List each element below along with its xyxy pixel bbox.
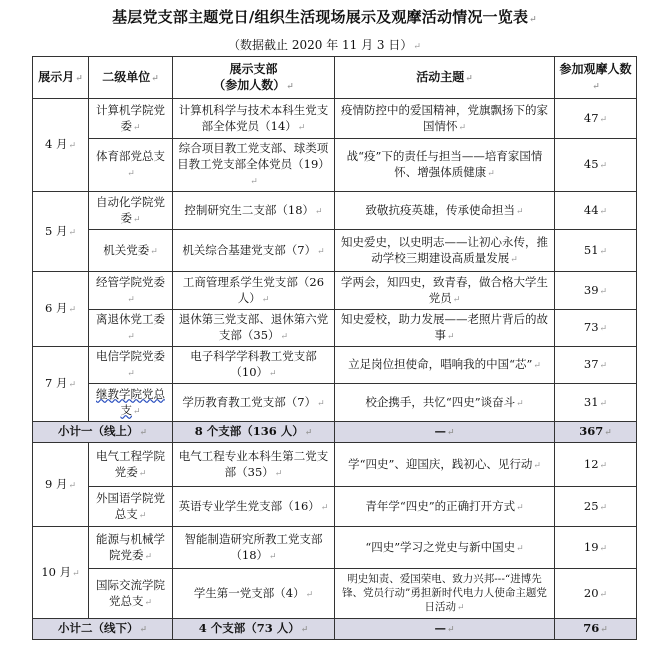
theme-cell: 知史爱校，助力发展——老照片背后的故事↵ — [335, 310, 555, 347]
viewers-cell: 25↵ — [555, 487, 637, 527]
subtotal-label: 小计二（线下）↵ — [33, 619, 173, 640]
theme-cell: 学“四史”、迎国庆，践初心、见行动↵ — [335, 443, 555, 487]
month-cell: 4 月↵ — [33, 99, 89, 192]
month-cell: 10 月↵ — [33, 527, 89, 619]
unit-cell: 国际交流学院党总支↵ — [89, 569, 173, 619]
subtotal-row-online — [33, 422, 637, 443]
unit-cell: 电信学院党委↵ — [89, 347, 173, 384]
unit-cell: 电气工程学院党委↵ — [89, 443, 173, 487]
branch-cell: 工商管理系学生党支部（26 人）↵ — [173, 272, 335, 310]
branch-cell: 电子科学学科教工党支部（10）↵ — [173, 347, 335, 384]
branch-cell: 英语专业学生党支部（16）↵ — [173, 487, 335, 527]
viewers-cell: 20↵ — [555, 569, 637, 619]
theme-cell: 学两会，知四史，致青春，做合格大学生党员↵ — [335, 272, 555, 310]
header-branch: 展示支部 （参加人数）↵ — [173, 57, 335, 99]
table-row — [33, 310, 637, 347]
theme-cell: 明史知责、爱国荣电、致力兴邦---“进博先锋、党员行动”勇担新时代电力人使命主题党日活动↵ — [335, 569, 555, 619]
viewers-cell: 45↵ — [555, 139, 637, 192]
header-unit: 二级单位↵ — [89, 57, 173, 99]
table-row — [33, 384, 637, 422]
unit-cell: 继教学院党总支↵ — [89, 384, 173, 422]
unit-cell: 机关党委↵ — [89, 230, 173, 272]
viewers-cell: 51↵ — [555, 230, 637, 272]
table-row — [33, 99, 637, 139]
viewers-cell: 44↵ — [555, 192, 637, 230]
table-row — [33, 527, 637, 569]
month-cell: 6 月↵ — [33, 272, 89, 347]
subtotal-theme-dash: —↵ — [335, 619, 555, 640]
subtotal-theme-dash: —↵ — [335, 422, 555, 443]
subtotal-row-offline — [33, 619, 637, 640]
theme-cell: 校企携手，共忆“四史”谈奋斗↵ — [335, 384, 555, 422]
branch-cell: 综合项目教工党支部、球类项目教工党支部全体党员（19）↵ — [173, 139, 335, 192]
month-cell: 9 月↵ — [33, 443, 89, 527]
subtotal-label: 小计一（线上）↵ — [33, 422, 173, 443]
month-cell: 7 月↵ — [33, 347, 89, 422]
branch-cell: 机关综合基建党支部（7）↵ — [173, 230, 335, 272]
table-row — [33, 443, 637, 487]
unit-cell: 离退休党工委↵ — [89, 310, 173, 347]
viewers-cell: 37↵ — [555, 347, 637, 384]
branch-cell: 计算机科学与技术本科生党支部全体党员（14）↵ — [173, 99, 335, 139]
unit-cell: 自动化学院党委↵ — [89, 192, 173, 230]
table-row — [33, 230, 637, 272]
table-row — [33, 272, 637, 310]
branch-cell: 学生第一党支部（4）↵ — [173, 569, 335, 619]
table-row — [33, 487, 637, 527]
theme-cell: 疫情防控中的爱国精神，党旗飘扬下的家国情怀↵ — [335, 99, 555, 139]
theme-cell: 立足岗位担使命，唱响我的中国“芯”↵ — [335, 347, 555, 384]
viewers-cell: 47↵ — [555, 99, 637, 139]
theme-cell: 知史爱史，以史明志——让初心永传，推动学校三期建设高质量发展↵ — [335, 230, 555, 272]
page-title: 基层党支部主题党日/组织生活现场展示及观摩活动情况一览表↵ — [112, 8, 537, 26]
unit-cell: 能源与机械学院党委↵ — [89, 527, 173, 569]
table-row — [33, 347, 637, 384]
activity-table — [32, 56, 637, 640]
branch-cell: 电气工程专业本科生第二党支部（35）↵ — [173, 443, 335, 487]
theme-cell: 致敬抗疫英雄，传承使命担当↵ — [335, 192, 555, 230]
subtotal-viewers: 367↵ — [555, 422, 637, 443]
viewers-cell: 12↵ — [555, 443, 637, 487]
table-row — [33, 139, 637, 192]
table-row — [33, 569, 637, 619]
theme-cell: “四史”学习之党史与新中国史↵ — [335, 527, 555, 569]
unit-cell: 经管学院党委↵ — [89, 272, 173, 310]
subtotal-branches: 8 个支部（136 人）↵ — [173, 422, 335, 443]
header-viewers: 参加观摩人数↵ — [555, 57, 637, 99]
subtotal-viewers: 76↵ — [555, 619, 637, 640]
subtotal-branches: 4 个支部（73 人）↵ — [173, 619, 335, 640]
viewers-cell: 31↵ — [555, 384, 637, 422]
unit-cell: 计算机学院党委↵ — [89, 99, 173, 139]
viewers-cell: 39↵ — [555, 272, 637, 310]
header-row — [33, 57, 637, 99]
page-subtitle: （数据截止 2020 年 11 月 3 日）↵ — [228, 38, 421, 52]
branch-cell: 控制研究生二支部（18）↵ — [173, 192, 335, 230]
header-theme: 活动主题↵ — [335, 57, 555, 99]
branch-cell: 退休第三党支部、退休第六党支部（35）↵ — [173, 310, 335, 347]
unit-cell: 外国语学院党总支↵ — [89, 487, 173, 527]
theme-cell: 战“疫”下的责任与担当——培育家国情怀、增强体质健康↵ — [335, 139, 555, 192]
theme-cell: 青年学“四史”的正确打开方式↵ — [335, 487, 555, 527]
header-month: 展示月↵ — [33, 57, 89, 99]
branch-cell: 智能制造研究所教工党支部（18）↵ — [173, 527, 335, 569]
unit-cell: 体育部党总支↵ — [89, 139, 173, 192]
branch-cell: 学历教育教工党支部（7）↵ — [173, 384, 335, 422]
viewers-cell: 19↵ — [555, 527, 637, 569]
month-cell: 5 月↵ — [33, 192, 89, 272]
viewers-cell: 73↵ — [555, 310, 637, 347]
table-row — [33, 192, 637, 230]
